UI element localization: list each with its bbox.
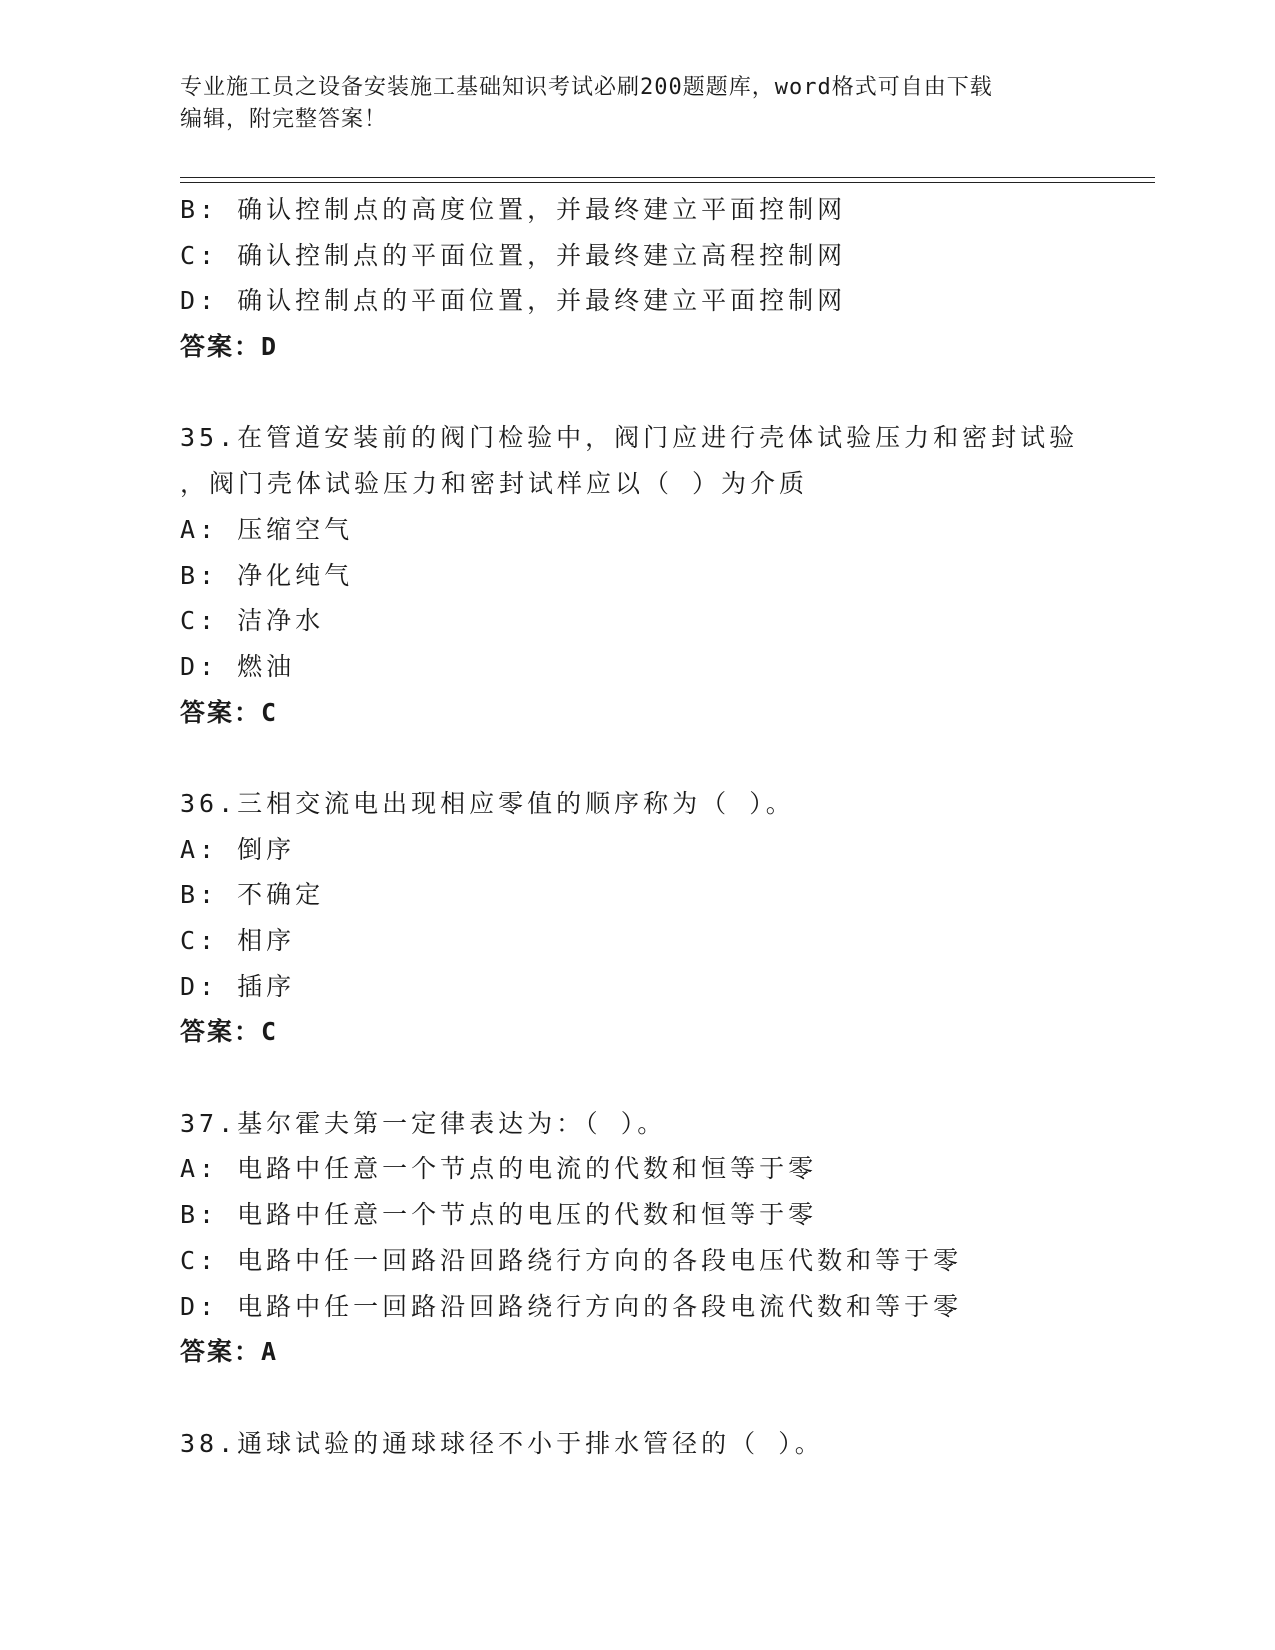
option-a: A: 压缩空气 [180, 514, 354, 544]
answer: 答案：D [180, 332, 279, 362]
answer: 答案：C [180, 1017, 279, 1047]
question-stem: 35.在管道安装前的阀门检验中，阀门应进行壳体试验压力和密封试验 [180, 423, 1079, 453]
spacer [180, 370, 1080, 416]
question-stem-continued: ，阀门壳体试验压力和密封试样应以（ ）为介质 [180, 469, 809, 499]
answer: 答案：C [180, 697, 279, 727]
answer: 答案：A [180, 1337, 279, 1367]
header-divider-bottom [180, 182, 1155, 183]
option-d: D: 确认控制点的平面位置，并最终建立平面控制网 [180, 286, 847, 316]
option-d: D: 插序 [180, 971, 296, 1001]
option-c: C: 相序 [180, 926, 296, 955]
option-c: C: 确认控制点的平面位置，并最终建立高程控制网 [180, 240, 847, 270]
header-divider-top [180, 177, 1155, 178]
question-38 [180, 1421, 1080, 1467]
question-36 [180, 781, 1080, 1055]
option-d: D: 电路中任一回路沿回路绕行方向的各段电流代数和等于零 [180, 1291, 963, 1321]
option-b: B: 确认控制点的高度位置，并最终建立平面控制网 [180, 195, 847, 224]
question-stem: 37.基尔霍夫第一定律表达为：（ ）。 [180, 1108, 667, 1138]
question-34 [180, 187, 1080, 370]
question-stem: 38.通球试验的通球球径不小于排水管径的（ ）。 [180, 1428, 824, 1458]
option-b: B: 净化纯气 [180, 560, 354, 590]
header-title-line-1: 专业施工员之设备安装施工基础知识考试必刷200题题库，word格式可自由下载 [180, 75, 993, 100]
option-a: A: 倒序 [180, 834, 296, 864]
option-d: D: 燃油 [180, 651, 296, 681]
spacer [180, 1375, 1080, 1421]
question-stem: 36.三相交流电出现相应零值的顺序称为（ ）。 [180, 788, 795, 818]
option-c: C: 电路中任一回路沿回路绕行方向的各段电压代数和等于零 [180, 1245, 963, 1275]
option-a: A: 电路中任意一个节点的电流的代数和恒等于零 [180, 1154, 818, 1184]
spacer [180, 735, 1080, 781]
option-b: B: 不确定 [180, 880, 325, 910]
question-35 [180, 415, 1080, 735]
question-content [180, 187, 1080, 1466]
document-header [180, 72, 1060, 136]
option-b: B: 电路中任意一个节点的电压的代数和恒等于零 [180, 1200, 818, 1230]
question-37 [180, 1101, 1080, 1375]
spacer [180, 1055, 1080, 1101]
option-c: C: 洁净水 [180, 606, 325, 636]
header-title-line-2: 编辑，附完整答案！ [180, 107, 388, 132]
